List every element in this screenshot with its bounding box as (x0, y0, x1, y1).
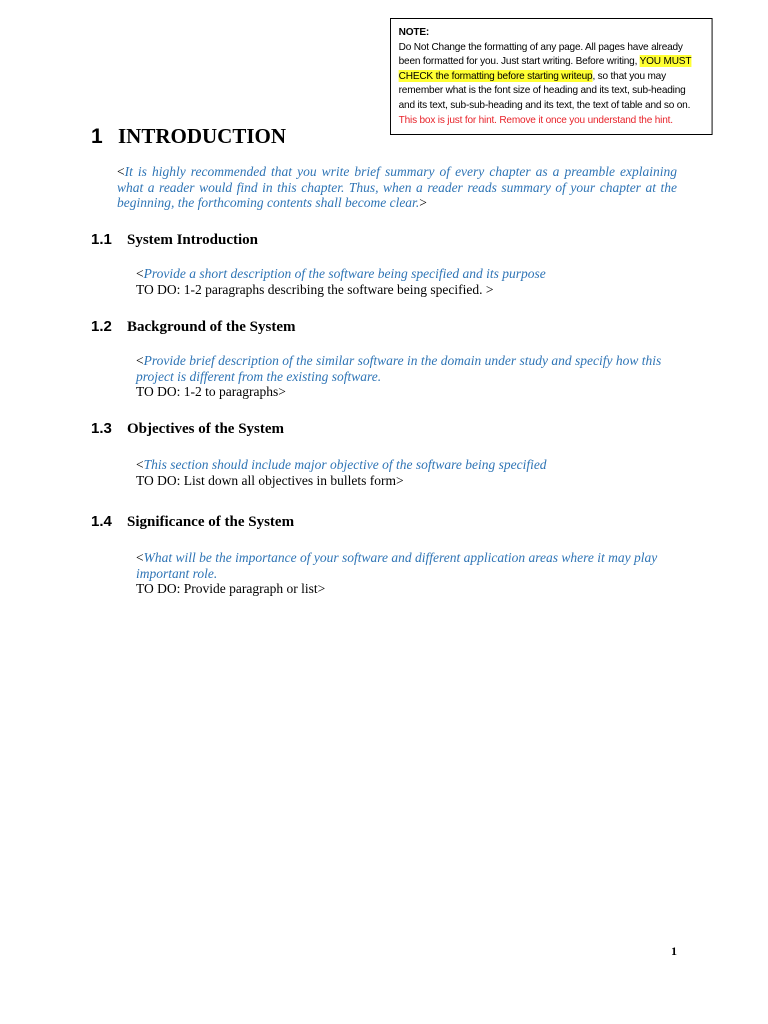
note-text-1: Do Not Change the formatting of any page. All pages have already been formatted for you. Just start writing. Before writing, (398, 40, 683, 68)
intro-open-bracket: < (117, 164, 125, 179)
section-heading-1-2 (91, 318, 296, 336)
section-title: Objectives of the System (127, 421, 285, 437)
note-text-2: , so that you may remember what is the font size of heading and its text, sub-heading and its text, sub-sub-heading and its text, the text of table and so on. (398, 69, 691, 111)
open-bracket: < (136, 353, 144, 368)
section-title: Background of the System (127, 319, 296, 335)
section-heading-1-4 (91, 513, 294, 531)
intro-close-bracket: > (419, 195, 427, 210)
section-paragraph-1-4 (136, 550, 681, 597)
section-number: 1.2 (91, 318, 112, 335)
intro-hint-text: It is highly recommended that you write brief summary of every chapter as a preamble explaining what a reader would find in this chapter. Thus, when a reader reads summary of your chapter at the beginning, the forthcoming contents shall become clear. (117, 164, 677, 210)
section-todo-text: TO DO: List down all objectives in bullets form> (136, 472, 404, 488)
section-hint-text: What will be the importance of your software and different application areas where it may play important role. (136, 550, 658, 581)
open-bracket: < (136, 457, 144, 472)
note-red-text: This box is just for hint. Remove it once you understand the hint. (398, 113, 673, 126)
section-todo-text: TO DO: 1-2 to paragraphs> (136, 384, 286, 399)
section-heading-1-3 (91, 420, 284, 438)
section-paragraph-1-3 (136, 457, 681, 488)
section-title: System Introduction (127, 232, 258, 248)
section-todo-text: TO DO: Provide paragraph or list> (136, 581, 326, 596)
section-hint-text: Provide a short description of the software being specified and its purpose (143, 266, 546, 281)
open-bracket: < (136, 266, 144, 281)
section-heading-1-1 (91, 231, 258, 249)
chapter-intro-paragraph (117, 164, 677, 211)
section-todo-text: TO DO: 1-2 paragraphs describing the software being specified. > (136, 281, 494, 297)
hint-note-box (390, 18, 713, 135)
open-bracket: < (136, 550, 144, 565)
chapter-heading (91, 124, 286, 149)
section-number: 1.1 (91, 231, 112, 248)
note-title: NOTE: (398, 26, 430, 38)
section-hint-text: Provide brief description of the similar software in the domain under study and specify how this project is different from the existing software. (136, 353, 662, 384)
chapter-title: INTRODUCTION (118, 124, 287, 148)
section-number: 1.4 (91, 513, 112, 530)
section-number: 1.3 (91, 420, 112, 437)
chapter-number: 1 (91, 125, 103, 148)
section-paragraph-1-1 (136, 266, 681, 297)
section-title: Significance of the System (127, 514, 295, 530)
section-paragraph-1-2 (136, 353, 681, 400)
section-hint-text: This section should include major objective of the software being specified (143, 457, 547, 472)
page-number: 1 (671, 944, 677, 958)
note-body (399, 40, 704, 128)
note-highlight: YOU MUST CHECK the formatting before starting writeup (398, 55, 692, 82)
